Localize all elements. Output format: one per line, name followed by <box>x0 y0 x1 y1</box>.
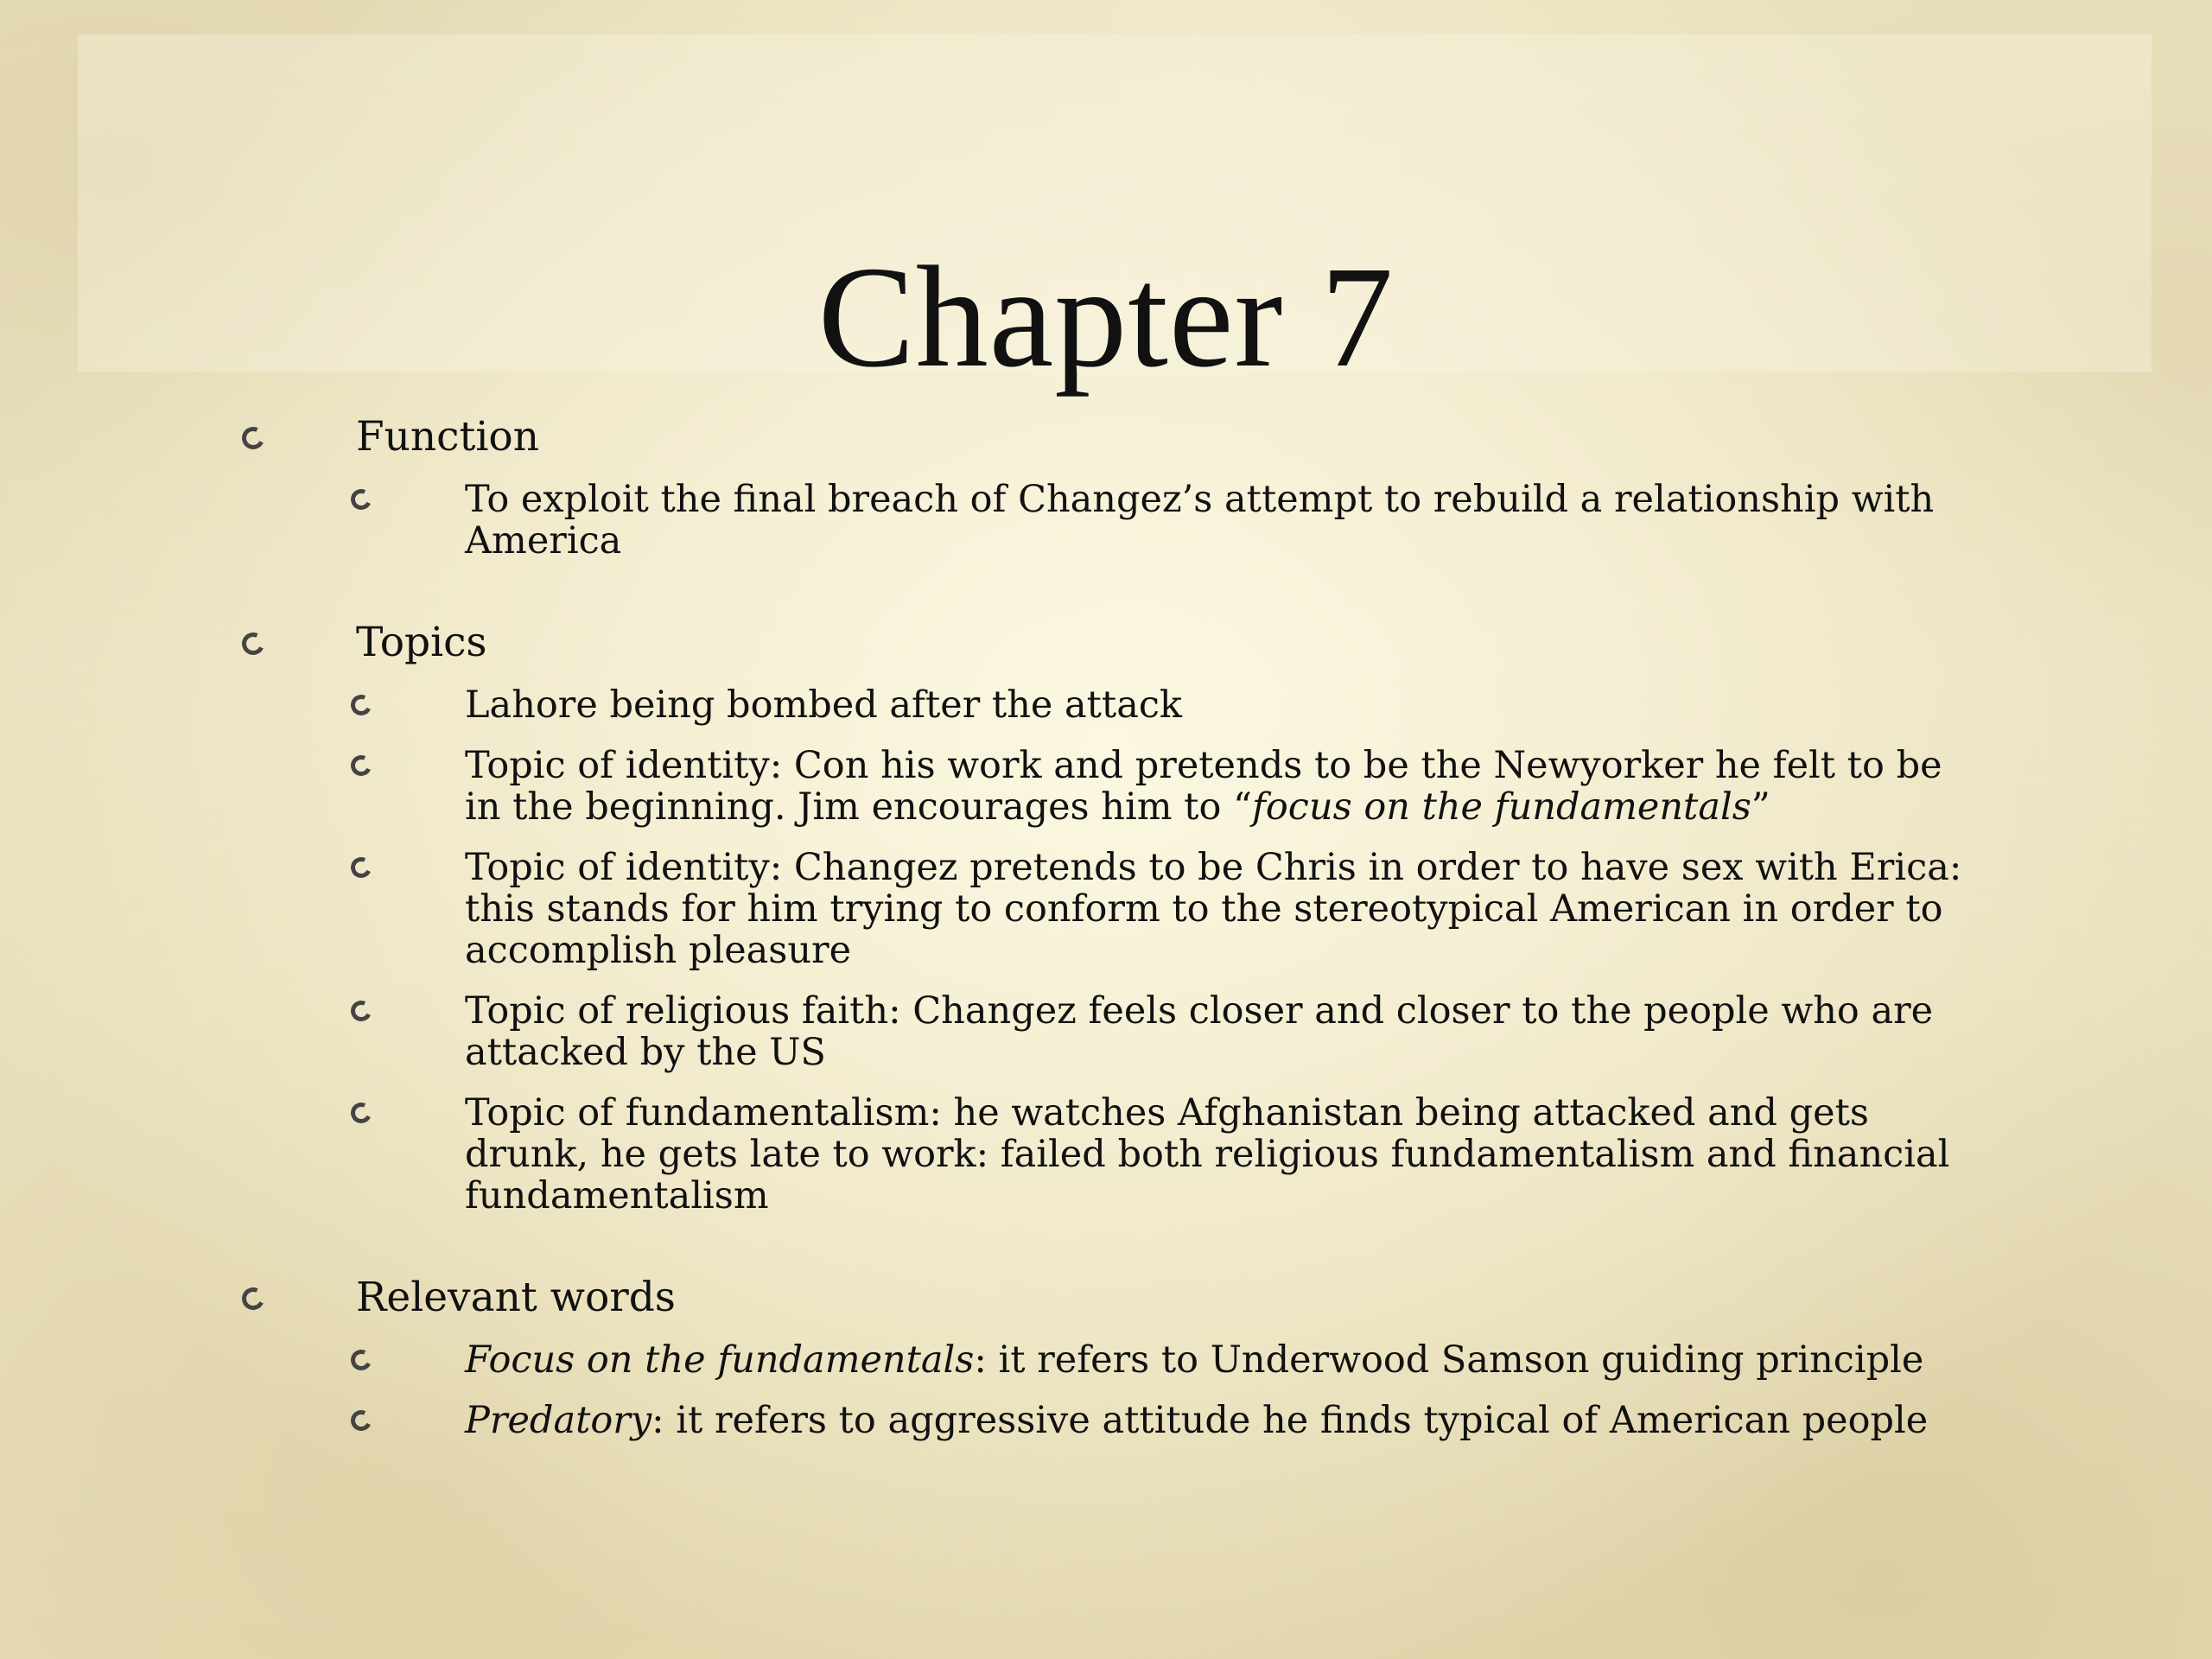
sub-bullet-italic: focus on the fundamentals <box>1252 785 1751 829</box>
sub-bullet <box>344 745 1979 828</box>
ring-bullet-icon <box>238 1284 267 1313</box>
section-heading: Relevant words <box>356 1274 676 1321</box>
sub-bullet <box>344 990 1979 1073</box>
sub-bullet-text: To exploit the final breach of Changez’s attempt to rebuild a relationship with America <box>465 478 1935 563</box>
section-heading: Topics <box>356 619 487 666</box>
sub-bullet <box>344 684 1979 726</box>
ring-bullet-icon <box>348 855 375 881</box>
ring-bullet-icon <box>348 692 375 719</box>
ring-bullet-icon <box>238 629 267 658</box>
bullet-relevant-words <box>233 1275 1979 1320</box>
sub-bullet-text: Topic of fundamentalism: he watches Afghanistan being attacked and gets drunk, he gets late to work: failed both religious fundamentalism and financial fundamentalism <box>465 1091 1950 1217</box>
slide-content <box>233 415 1979 1441</box>
sub-bullet <box>344 1400 1979 1441</box>
sub-bullet <box>344 1339 1979 1381</box>
ring-bullet-icon <box>348 486 375 513</box>
bullet-topics <box>233 620 1979 665</box>
slide-title: Chapter 7 <box>817 236 1395 397</box>
section-heading: Function <box>356 413 539 461</box>
ring-bullet-icon <box>348 1347 375 1374</box>
bullet-function <box>233 415 1979 460</box>
sub-bullet-text: Lahore being bombed after the attack <box>465 683 1182 727</box>
sub-bullet-text: Topic of religious faith: Changez feels closer and closer to the people who are attacked by the US <box>465 989 1934 1074</box>
ring-bullet-icon <box>348 1100 375 1127</box>
sub-bullet-text: Topic of identity: Changez pretends to be Chris in order to have sex with Erica: this stands for him trying to conform to the stereotypical American in order to accomplish pleasure <box>465 846 1962 972</box>
sub-bullet-text: Topic of identity: Con his work and pretends to be the Newyorker he felt to be in the beginning. Jim encourages him to “ <box>465 744 1942 829</box>
ring-bullet-icon <box>348 753 375 779</box>
sub-bullet <box>344 1092 1979 1217</box>
sub-bullet <box>344 847 1979 971</box>
sub-bullet-text: : it refers to Underwood Samson guiding principle <box>974 1338 1924 1382</box>
sub-bullet-tail: ” <box>1751 785 1770 829</box>
sub-bullet-italic: Focus on the fundamentals <box>465 1338 975 1382</box>
sub-bullet-text: : it refers to aggressive attitude he finds typical of American people <box>652 1399 1929 1442</box>
sub-bullet <box>344 479 1979 562</box>
ring-bullet-icon <box>238 423 267 452</box>
sub-bullet-italic: Predatory <box>465 1399 652 1442</box>
ring-bullet-icon <box>348 1408 375 1434</box>
ring-bullet-icon <box>348 998 375 1025</box>
